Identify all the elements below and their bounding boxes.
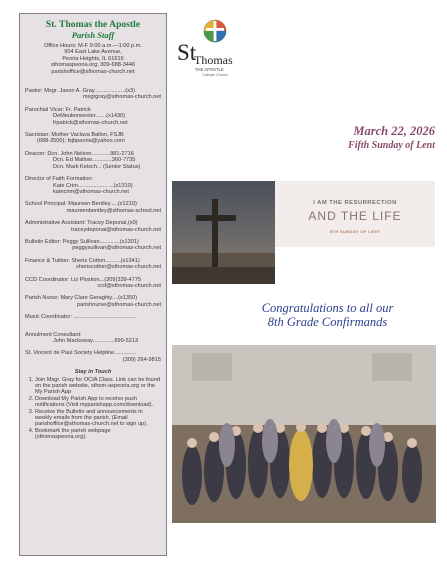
globe-icon: [204, 20, 226, 42]
vicar-email[interactable]: frpatrick@sthomas-church.net: [53, 119, 128, 126]
vicar-line-2: DeMeulemeester.......(x1430): [53, 113, 126, 120]
pastor-entry: [20, 88, 166, 101]
annulment-entry: [20, 332, 166, 345]
confirmation-group-photo: [172, 345, 436, 523]
deacon-line-2: Dcn. Ed Mallow.............360-7735: [53, 157, 136, 164]
vicar-line: Parochial Vicar: Fr. Patrick: [25, 106, 91, 113]
admin-line: Administrative Assistant: Tracey Deponai,(x0): [25, 220, 138, 227]
logo-apostle: THE APOSTLE: [195, 67, 224, 72]
office-info: [20, 43, 166, 75]
nurse-entry: [20, 295, 166, 308]
sacristan-line: Sacristan: Mother Vaclava Ballon, FSJB: [25, 132, 124, 139]
admin-email[interactable]: traceydeponai@sthomas-church.net: [71, 226, 161, 233]
list-item: 3. Receive the Bulletin and announcements in weekly emails from the parish. (Email parishoffice@sthomas-church.net to sign up).: [35, 409, 160, 428]
principal-email[interactable]: maureenbentley@sthomas-school.net: [66, 207, 161, 214]
deacon-entry: [20, 151, 166, 170]
office-hours: Office Hours: M-F 9:00 a.m.—1:00 p.m.: [44, 43, 142, 49]
office-street: 904 East Lake Avenue,: [64, 49, 122, 56]
liturgical-sunday: Fifth Sunday of Lent: [348, 140, 435, 151]
formation-entry: [20, 176, 166, 195]
bulletin-date-block: [348, 124, 435, 152]
ccd-email[interactable]: ccd@sthomas-church.net: [97, 282, 161, 289]
ccd-line: CCD Coordinator: Liz Ploskon...(309)339-4775: [25, 276, 141, 283]
cross-icon: [172, 181, 275, 284]
congrats-line-1: Congratulations to all our: [261, 301, 394, 315]
logo-catholic: Catholic Church: [202, 73, 228, 77]
parish-logo: [175, 18, 245, 88]
annulment-line: Annulment Consultant:: [25, 331, 82, 338]
bulletin-email[interactable]: peggysullivan@sthomas-church.net: [72, 245, 161, 252]
logo-thomas: Thomas: [194, 53, 233, 67]
banner-line-1: I AM THE RESURRECTION: [313, 200, 397, 206]
group-photo-illustration: [172, 345, 436, 523]
deacon-line-1: Deacon: Dcn. John Nelson............981-2716: [25, 150, 134, 157]
music-entry: [20, 314, 166, 320]
sacristan-entry: [20, 132, 166, 145]
formation-email[interactable]: katecrim@sthomas-church.net: [53, 188, 129, 195]
nurse-email[interactable]: parishnurse@sthomas-church.net: [76, 301, 161, 308]
finance-entry: [20, 258, 166, 271]
office-city: Peoria Heights, IL 61616: [62, 55, 124, 62]
banner-line-3: 5TH SUNDAY OF LENT: [329, 230, 381, 234]
logo-st: St: [177, 40, 197, 65]
ccd-entry: [20, 277, 166, 290]
stay-in-touch-list: [20, 377, 166, 441]
principal-line: School Principal: Maureen Bentley.....(x1210): [25, 201, 137, 208]
helpline-line: St. Vincent de Paul Society Helpline..............: [25, 350, 136, 357]
pastor-email[interactable]: msgrgray@sthomas-church.net: [82, 94, 161, 101]
lent-banner: [275, 181, 435, 247]
congrats-line-2: 8th Grade Confirmands: [267, 314, 388, 329]
office-email[interactable]: parishoffice@sthomas-church.net: [51, 68, 135, 75]
parish-staff-sidebar: [19, 13, 167, 556]
helpline-entry: [20, 350, 166, 363]
stay-in-touch-heading: Stay in Touch: [74, 369, 112, 376]
staff-heading: Parish Staff: [71, 30, 115, 40]
pastor-line: Pastor: Msgr. Jason A. Gray....................(x3): [25, 88, 135, 95]
formation-line: Director of Faith Formation:: [25, 176, 94, 183]
parish-name: St. Thomas the Apostle: [45, 19, 141, 30]
finance-line: Finance & Tuition: Sheris Cotton..........(x1341): [25, 257, 140, 264]
helpline-phone: (309) 264-9815: [122, 356, 161, 363]
office-web-phone[interactable]: sthomaspeoria.org; 309-688-3446: [50, 62, 136, 69]
congratulations-message: [220, 302, 435, 329]
bulletin-line: Bulletin Editor: Peggy Sullivan.............(x1301): [25, 238, 139, 245]
finance-email[interactable]: sheriscotton@sthomas-church.net: [76, 264, 161, 271]
admin-entry: [20, 220, 166, 233]
bulletin-entry: [20, 239, 166, 252]
annulment-contact: John Mackoway..............699-5213: [53, 338, 139, 344]
list-item: 2. Download My Parish App to receive push notifications (Visit myparishapp.com/download).: [35, 396, 160, 409]
nurse-line: Parish Nurse: Mary Clare Geraghty....(x1350): [25, 295, 138, 302]
principal-entry: [20, 201, 166, 214]
vicar-entry: [20, 107, 166, 126]
deacon-line-3: Dcn. Mark Kelsch... (Senior Status): [53, 163, 141, 170]
banner-line-2: AND THE LIFE: [308, 209, 402, 223]
bulletin-date: March 22, 2026: [353, 124, 435, 138]
cross-photo: [172, 181, 275, 284]
formation-name: Kate Crim................... ...(x1310): [53, 182, 133, 189]
list-item: 4. Bookmark the parish webpage (sthomaspeoria.org).: [35, 428, 160, 441]
list-item: 1. Join Msgr. Gray for OCIA Class. Link can be found on the parish website, sthom-aspeoria.org or the My Parish App: [35, 377, 160, 396]
music-line: Music Coordinator: ........................................: [25, 314, 136, 321]
sacristan-contact[interactable]: (688-3500); fsjbpeoria@yahoo.com: [37, 138, 125, 145]
